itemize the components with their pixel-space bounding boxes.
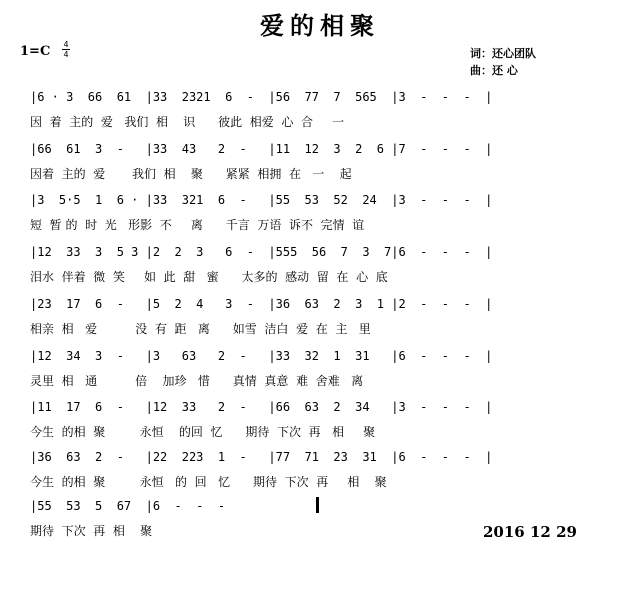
song-title: 爱的相聚 [260, 11, 380, 40]
notation-row: |66 61 3 - |33 43 2 - |11 12 3 2 6 |7 - - - | [30, 142, 493, 156]
notation-row: |23 17 6 - |5 2 4 3 - |36 63 2 3 1 |2 - - - | [30, 297, 493, 311]
lyric-row: 泪水 伴着 微 笑 如 此 甜 蜜 太多的 感动 留 在 心 底 [30, 270, 388, 284]
date: 2016 12 29 [483, 523, 577, 541]
notation-row: |3 5·5 1 6 · |33 321 6 - |55 53 52 24 |3 - - - | [30, 193, 493, 207]
lyric-row: 相亲 相 爱 没 有 距 离 如雪 洁白 爱 在 主 里 [30, 322, 371, 336]
notation-row: |36 63 2 - |22 223 1 - |77 71 23 31 |6 - - - | [30, 450, 493, 464]
lyric-row: 短 暂 的 时 光 形影 不 离 千言 万语 诉不 完情 谊 [30, 218, 365, 232]
lyrics-credit: 词：还心团队 [470, 47, 536, 60]
lyric-row: 灵里 相 通 倍 加珍 惜 真情 真意 难 舍难 离 [30, 374, 364, 388]
final-barline [316, 497, 319, 513]
key-signature: 1=C [20, 44, 51, 59]
lyric-row: 因着 主的 爱 我们 相 聚 紧紧 相拥 在 一 起 [30, 167, 352, 181]
notation-row: |12 34 3 - |3 63 2 - |33 32 1 31 |6 - - - | [30, 349, 493, 363]
meter-top: 4 [63, 40, 69, 49]
lyric-row: 今生 的相 聚 永恒 的回 忆 期待 下次 再 相 聚 [30, 425, 376, 439]
notation-row: |6 · 3 66 61 |33 2321 6 - |56 77 7 565 |3 - - - | [30, 90, 493, 104]
notation-row: |11 17 6 - |12 33 2 - |66 63 2 34 |3 - - - | [30, 400, 493, 414]
notation-row: |12 33 3 5 3 |2 2 3 6 - |555 56 7 3 7|6 - - - | [30, 245, 493, 259]
notation-row: |55 53 5 67 |6 - - - [30, 499, 226, 513]
lyric-row: 因 着 主的 爱 我们 相 识 彼此 相爱 心 合 一 [30, 115, 345, 129]
lyric-row: 期待 下次 再 相 聚 [30, 524, 153, 538]
lyric-row: 今生 的相 聚 永恒 的 回 忆 期待 下次 再 相 聚 [30, 475, 387, 489]
time-signature [62, 40, 70, 59]
music-credit: 曲：还 心 [470, 64, 518, 77]
meter-bottom: 4 [63, 50, 69, 59]
